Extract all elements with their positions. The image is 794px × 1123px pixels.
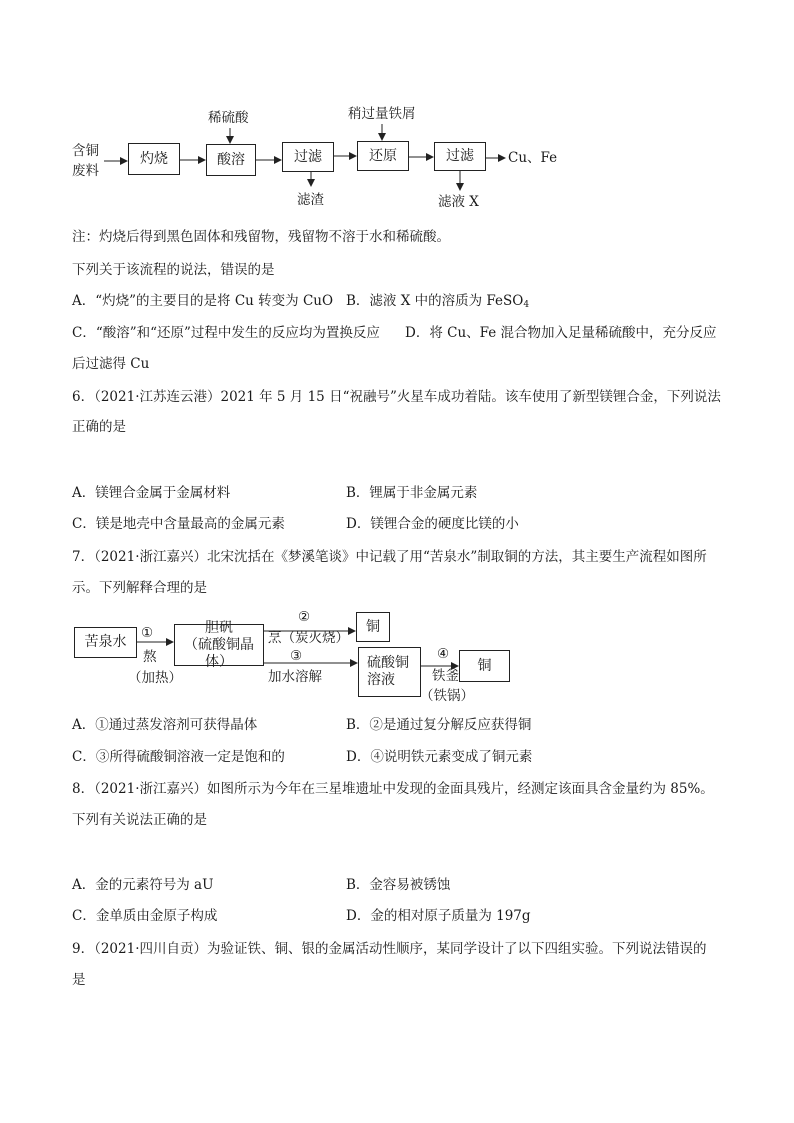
filtrate-x-label: 滤液 X [438, 194, 479, 210]
q9-stem-line2: 是 [72, 972, 86, 988]
q9-stem-line1: 9．（2021·四川自贡）为验证铁、铜、银的金属活动性顺序，某同学设计了以下四组实验。下列说法错误的 [72, 941, 707, 957]
step4-action: 铁釜 [432, 668, 459, 684]
output-label: Cu、Fe [508, 150, 558, 166]
q7-option-a: A．①通过蒸发溶剂可获得晶体 [72, 717, 258, 733]
q7-option-d: D．④说明铁元素变成了铜元素 [346, 749, 533, 765]
step2-action: 烹（炭火烧） [268, 630, 349, 646]
q5-option-b: B．滤液 X 中的溶质为 FeSO$_4$ [346, 293, 530, 310]
q5-note: 注：灼烧后得到黑色固体和残留物，残留物不溶于水和稀硫酸。 [72, 229, 450, 245]
q6-stem-line1: 6．（2021·江苏连云港）2021 年 5 月 15 日“祝融号”火星车成功着陆。该车使用了新型镁锂合金，下列说法 [72, 389, 721, 405]
box-copper-sulfate-solution [358, 647, 421, 697]
q5-option-a: A．“灼烧”的主要目的是将 Cu 转变为 CuO [72, 293, 334, 309]
solution-line1: 硫酸铜 [367, 655, 409, 671]
reagent-dilute-acid: 稀硫酸 [208, 110, 249, 126]
q8-option-b: B．金容易被锈蚀 [346, 877, 451, 893]
q8-option-c: C．金单质由金原子构成 [72, 908, 218, 924]
q6-option-d: D．镁锂合金的硬度比镁的小 [346, 516, 519, 532]
box-bitter-spring-water: 苦泉水 [74, 627, 137, 658]
crystal-line1: 胆矾 [205, 619, 233, 636]
box-copper-2: 铜 [459, 650, 510, 682]
q7-stem-line1: 7．（2021·浙江嘉兴）北宋沈括在《梦溪笔谈》中记载了用“苦泉水”制取铜的方法，其主要生产流程如图所 [72, 549, 707, 565]
q7-option-b: B．②是通过复分解反应获得铜 [346, 717, 532, 733]
q5-option-d-line1: D．将 Cu、Fe 混合物加入足量稀硫酸中，充分反应 [405, 325, 717, 341]
box-filter-1: 过滤 [282, 142, 334, 172]
step1-number: ① [141, 625, 154, 641]
box-acid-dissolve: 酸溶 [206, 144, 256, 176]
box-filter-2: 过滤 [434, 142, 486, 171]
residue-label: 滤渣 [297, 192, 324, 208]
step1-action: 熬 [143, 649, 157, 665]
q7-stem-line2: 示。下列解释合理的是 [72, 580, 207, 596]
q5-option-c: C．“酸溶”和“还原”过程中发生的反应均为置换反应 [72, 325, 380, 341]
step3-number: ③ [290, 648, 303, 664]
crystal-line2: （硫酸铜晶体） [184, 636, 254, 670]
step1-note: （加热） [128, 670, 182, 686]
box-copper-1: 铜 [356, 612, 390, 642]
q6-option-b: B．锂属于非金属元素 [346, 485, 478, 501]
q6-stem-line2: 正确的是 [72, 419, 126, 435]
step4-note: （铁锅） [420, 688, 474, 704]
q8-stem-line2: 下列有关说法正确的是 [72, 812, 207, 828]
q8-stem-line1: 8．（2021·浙江嘉兴）如图所示为今年在三星堆遗址中发现的金面具残片，经测定该面具含金量约为 85%。 [72, 781, 714, 797]
q5-option-d-line2: 后过滤得 Cu [72, 356, 150, 372]
reagent-iron-filings: 稍过量铁屑 [348, 106, 416, 122]
q8-option-a: A．金的元素符号为 aU [72, 877, 214, 893]
q5-stem: 下列关于该流程的说法，错误的是 [72, 262, 275, 278]
box-burn: 灼烧 [128, 143, 180, 175]
q8-option-d: D．金的相对原子质量为 197g [346, 908, 531, 924]
input-label-line2: 废料 [72, 163, 99, 179]
q7-option-c: C．③所得硫酸铜溶液一定是饱和的 [72, 749, 285, 765]
q6-option-c: C．镁是地壳中含量最高的金属元素 [72, 516, 285, 532]
step4-number: ④ [437, 646, 450, 662]
q6-option-a: A．镁锂合金属于金属材料 [72, 485, 231, 501]
step3-action: 加水溶解 [268, 669, 322, 685]
step2-number: ② [298, 609, 311, 625]
input-label-line1: 含铜 [72, 143, 99, 159]
box-copper-sulfate-crystal [174, 619, 264, 670]
box-reduce: 还原 [357, 141, 409, 171]
solution-line2: 溶液 [367, 672, 395, 688]
